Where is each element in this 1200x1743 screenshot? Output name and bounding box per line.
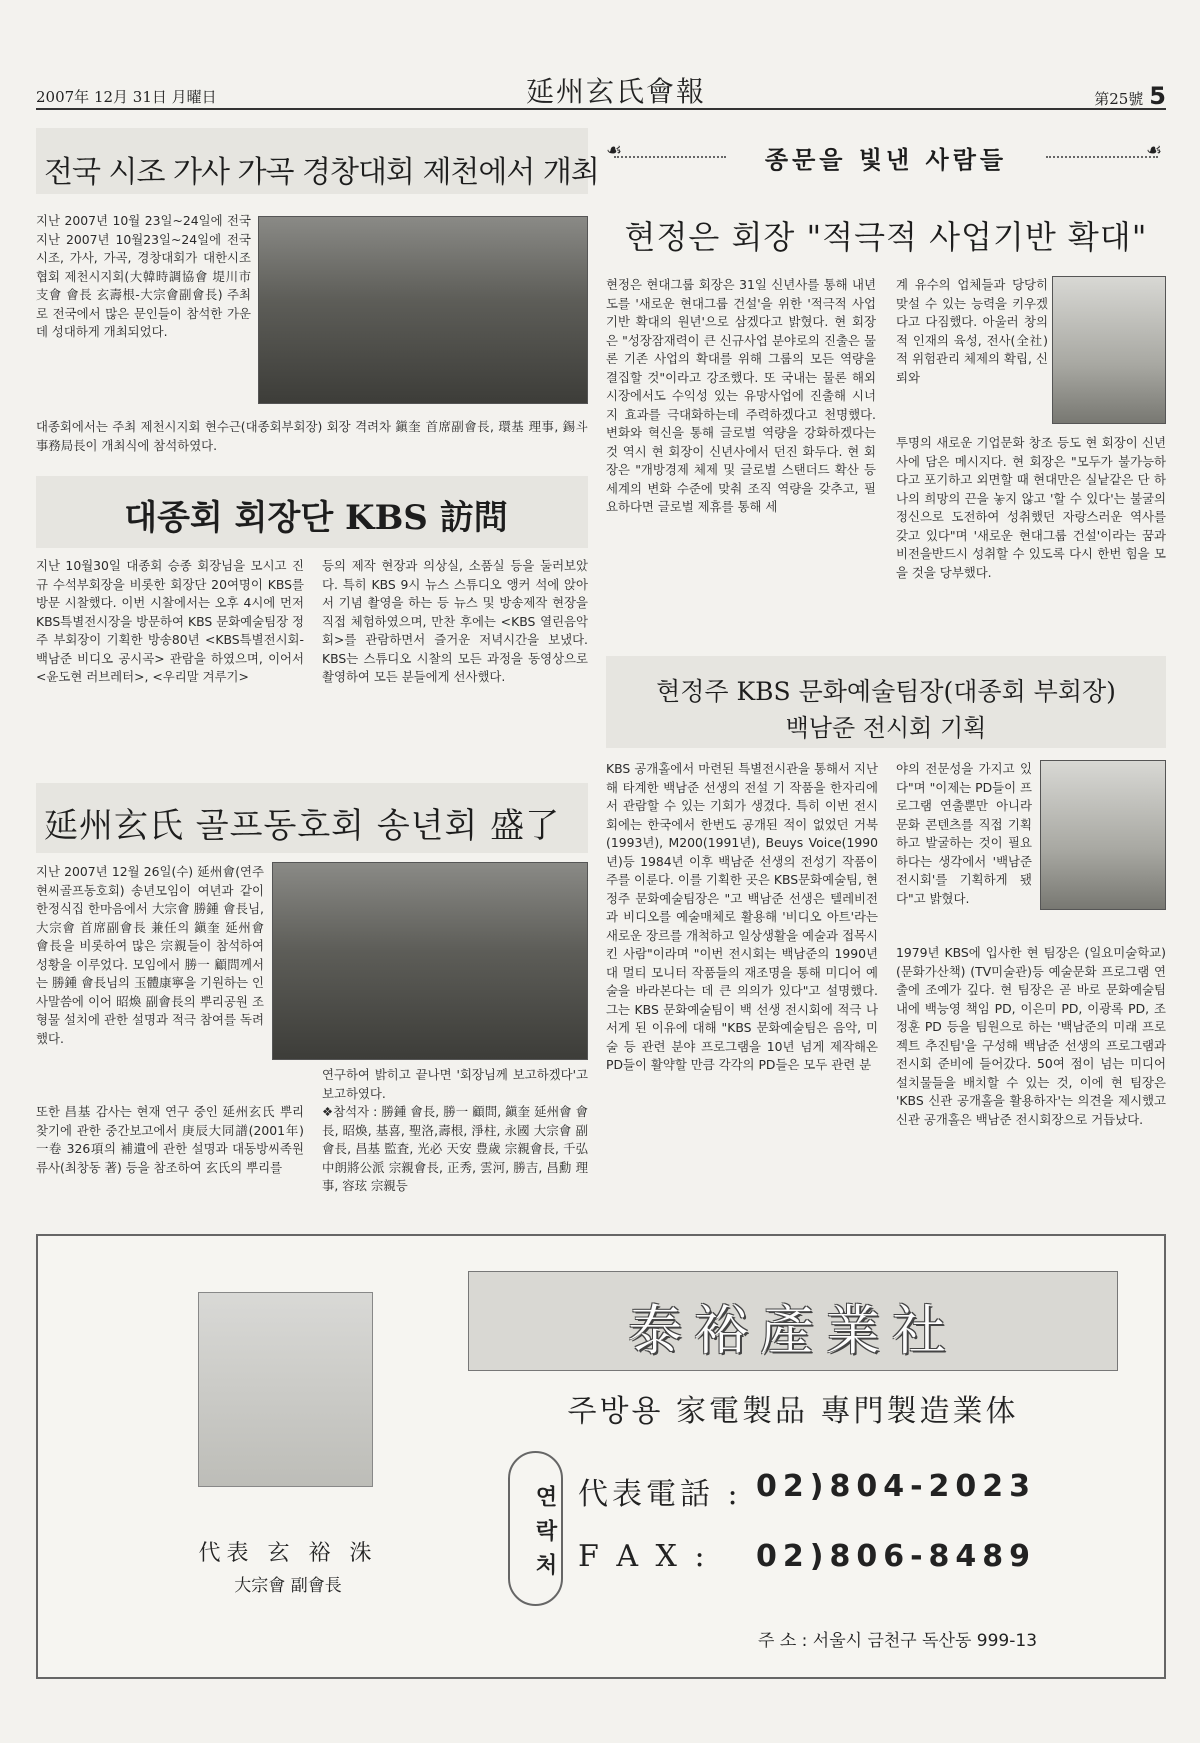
fax-number: 02)806-8489	[756, 1539, 1037, 1574]
feature-headline-1: 현정은 회장 "적극적 사업기반 확대"	[624, 218, 1148, 256]
article1-body: 지난 2007년 10월 23일~24일에 전국 지난 2007년 10월23일~24일에 전국 시조, 가사, 가곡, 경창대회가 대한시조협회 제천시지회(大韓時調協會 堤川市支會 會長 玄壽根-大宗會副會長) 주최로 전국에서 많은 문인들이 참석한 가운데 성대하게 개최되었다.	[36, 213, 251, 339]
golf-club-dinner-photo	[272, 862, 588, 1060]
company-address: 주 소 : 서울시 금천구 독산동 999-13	[758, 1631, 1038, 1651]
article2-headline: 대종회 회장단 KBS 訪問	[124, 498, 508, 538]
feature1-column-2-continued: 투명의 새로운 기업문화 창조 등도 현 회장이 신년사에 담은 메시지다. 현 회장은 "모두가 불가능하다고 포기하고 외면할 때 현대만은 실낱같은 단 하나의 희망의 끈을 놓지 않고 '할 수 있다'는 불굴의 정신으로 도전하여 성취했던 자랑스러운 역사를 갖고 있다"며 '새로운 현대그룹 건설'이라는 꿈과 비전을반드시 성취할 수 있도록 다시 한번 힘을 모을 것을 당부했다.	[896, 435, 1166, 580]
article1-headline: 전국 시조 가사 가곡 경창대회 제천에서 개최	[44, 155, 599, 190]
advertisement	[36, 1234, 1166, 1679]
tel-label: 代表電話 :	[578, 1477, 742, 1512]
tel-number: 02)804-2023	[756, 1469, 1037, 1504]
banner-bell-icon-right: ☙	[1146, 140, 1163, 161]
contact-tag: 연락처	[508, 1451, 563, 1606]
group-photo-contest	[258, 216, 588, 404]
feature-banner	[606, 128, 1166, 186]
representative-name: 代表 玄 裕 洙	[198, 1541, 378, 1566]
banner-bell-icon-left: ☙	[606, 140, 623, 161]
feature2-column-2-continued: 1979년 KBS에 입사한 현 팀장은 (일요미술학교) (문화가산책) (TV미술관)등 예술문화 프로그램 연출에 조예가 깊다. 현 팀장은 곧 바로 문화예술팀 내에 백능영 책임 PD, 이은미 PD, 이광록 PD, 조정훈 PD 등을 팀원으로 하는 '백남준의 미래 프로젝트 추진팀'을 구성해 백남준 선생의 프로그램과 전시회 준비에 들어갔다. 50여 점이 넘는 미디어 설치물들을 배치할 수 있는 것, 이에 현 팀장은 'KBS 신관 공개홀을 활용하자'는 의견을 제시했고 신관 공개홀은 백남준 전시회장으로 거듭났다.	[896, 945, 1166, 1127]
company-name: 泰裕產業社	[628, 1299, 958, 1362]
issue-number	[1094, 82, 1166, 110]
feature-headline-2: 현정주 KBS 문화예술팀장(대종회 부회장)	[656, 677, 1116, 706]
article3-headline: 延州玄氏 골프동호회 송년회 盛了	[44, 806, 561, 846]
feature1-column-1: 현정은 현대그룹 회장은 31일 신년사를 통해 내년도를 '새로운 현대그룹 건설'을 위한 '적극적 사업기반 확대의 원년'으로 삼겠다고 밝혔다. 현 회장은 "성장잠재력이 큰 신규사업 분야로의 진출은 물론 기존 사업의 확대를 위해 그룹의 모든 역량을 결집할 것"이라고 강조했다. 또 국내는 물론 해외시장에서도 수익성 있는 유망사업에 진출해 시너지 효과를 극대화하는데 주력하겠다고 천명했다. 변화와 혁신을 통해 글로벌 역량을 강화하겠다는 것 역시 현 회장이 신년사에서 던진 화두다. 현 회장은 "개방경제 체제 및 글로벌 스탠더드 확산 등 세계의 변화 수준에 맞춰 조직 역량을 갖추고, 필요하다면 글로벌 제휴를 통해 세	[606, 277, 876, 514]
feature1-column-2: 계 유수의 업체들과 당당히 맞설 수 있는 능력을 키우겠다고 다짐했다. 아울러 창의적 인재의 육성, 전사(全社)적 위험관리 체제의 확립, 신뢰와	[896, 277, 1048, 385]
page-number: 5	[1149, 82, 1166, 110]
article1-body-continued: 대종회에서는 주최 제천시지회 현수근(대종회부회장) 회장 격려차 鎭奎 首席副會長, 環基 理事, 錫斗 事務局長이 개최식에 참석하였다.	[36, 419, 588, 453]
issue-label: 第25號	[1094, 90, 1144, 108]
article2-column-2: 등의 제작 현장과 의상실, 소품실 등을 둘러보았다. 특히 KBS 9시 뉴스 스튜디오 앵커 석에 앉아서 기념 촬영을 하는 등 뉴스 및 방송제작 현장을 직접 체험하였으며, 만찬 후에는 <KBS 열린음악회>를 관람하면서 즐거운 저녁시간을 보냈다. KBS는 스튜디오 시찰의 모든 과정을 동영상으로 촬영하여 모든 분들에게 선사했다.	[322, 558, 588, 684]
representative-title: 大宗會 副會長	[234, 1576, 342, 1596]
feature2-column-2: 야의 전문성을 가지고 있다"며 "이제는 PD들이 프로그램 연출뿐만 아니라 문화 콘텐츠를 직접 기획하고 발굴하는 것이 필요하다는 생각에서 '백남준 전시회'를 기획하게 됐다"고 밝혔다.	[896, 761, 1032, 906]
article3-column-2a: 연구하여 밝히고 끝나면 '회장님께 보고하겠다'고 보고하였다.	[322, 1067, 588, 1101]
feature-headline-2-sub: 백남준 전시회 기획	[785, 714, 987, 742]
issue-date: 2007年 12月 31日 月曜日	[36, 88, 217, 106]
representative-photo	[198, 1292, 373, 1487]
article3-body-continued: 또한 昌基 감사는 현재 연구 중인 延州玄氏 뿌리찾기에 관한 중간보고에서 庚辰大同譜(2001年) 一卷 326項의 補遺에 관한 설명과 대동방씨족원류사(최창동 著) 등을 참조하여 玄氏의 뿌리를	[36, 1104, 304, 1175]
newspaper-title: 延州玄氏會報	[525, 75, 706, 108]
hyun-jeong-eun-portrait	[1052, 276, 1166, 424]
article2-column-1: 지난 10월30일 대종회 승종 회장님을 모시고 진규 수석부회장을 비롯한 회장단 20여명이 KBS를 방문 시찰했다. 이번 시찰에서는 오후 4시에 먼저 KBS특별전시장을 방문하여 KBS 문화예술팀장 정주 부회장이 기획한 방송80년 <KBS특별전시회- 백남준 비디오 공시곡> 관람을 하였으며, 이어서 <윤도현 러브레터>, <우리말 겨루기>	[36, 558, 304, 684]
contact-block	[508, 1451, 1068, 1606]
article3-body: 지난 2007년 12월 26일(수) 延州會(연주현씨골프동호회) 송년모임이 여년과 같이 한정식집 한마음에서 大宗會 勝鍾 會長님, 大宗會 首席副會長 兼任의 鎭奎 延州會 會長을 비롯하여 많은 宗親들이 참석하여 성황을 이루었다. 모임에서 勝一 顧問께서는 勝鍾 會長님의 玉體康寧을 기원하는 인사말씀에 이어 昭煥 副會長의 뿌리공원 조형물 설치에 관한 설명과 적극 참여를 독려했다.	[36, 864, 264, 1046]
fax-label: F A X :	[578, 1539, 709, 1574]
banner-ornament-right	[1046, 156, 1158, 158]
company-name-block	[468, 1271, 1118, 1371]
banner-ornament-left	[614, 156, 726, 158]
feature2-column-1: KBS 공개홀에서 마련된 특별전시관을 통해서 지난해 타계한 백남준 선생의 전설 기 작품을 한자리에서 관람할 수 있는 기회가 생겼다. 특히 이번 전시회에는 한국에서 한번도 공개된 적이 없었던 거북(1993년), M200(1991년), Beuys Voice(1990년)등 1984년 이후 백남준 선생의 전성기 작품이 주를 이룬다. 이를 기획한 곳은 KBS문화예술팀, 현정주 문화예술팀장은 "고 백남준 선생은 텔레비전과 비디오를 예술매체로 활용해 '비디오 아트'라는 새로운 장르를 개척하고 일상생활을 예술과 접목시킨 사람"이라며 "이번 전시회는 백남준의 1990년대 멀티 모니터 작품들의 재조명을 통해 미디어 예술을 바라본다는 데 큰 의의가 있다"고 설명했다. 그는 KBS 문화예술팀이 백 선생 전시회에 적극 나서게 된 이유에 대해 "KBS 문화예술팀은 음악, 미술 등 관련 분야 프로그램을 10년 넘게 제작해온 PD들이 활약할 만큼 각각의 PD들은 모두 관련 분	[606, 761, 878, 1072]
masthead	[36, 70, 1166, 110]
company-subtitle: 주방용 家電製品 專門製造業体	[567, 1394, 1019, 1429]
hyun-jeong-ju-portrait	[1040, 760, 1166, 910]
feature-banner-title: 종문을 빛낸 사람들	[764, 145, 1008, 174]
attendee-list: ❖참석자 : 勝鍾 會長, 勝一 顧問, 鎭奎 延州會 會長, 昭煥, 基喜, 聖洛,壽根, 淨柱, 永國 大宗會 副會長, 昌基 監査, 光必 天安 豊歲 宗親會長, 千弘 中朗將公派 宗親會長, 正秀, 雲河, 勝吉, 昌勳 理事, 容玹 宗親등	[322, 1104, 588, 1193]
